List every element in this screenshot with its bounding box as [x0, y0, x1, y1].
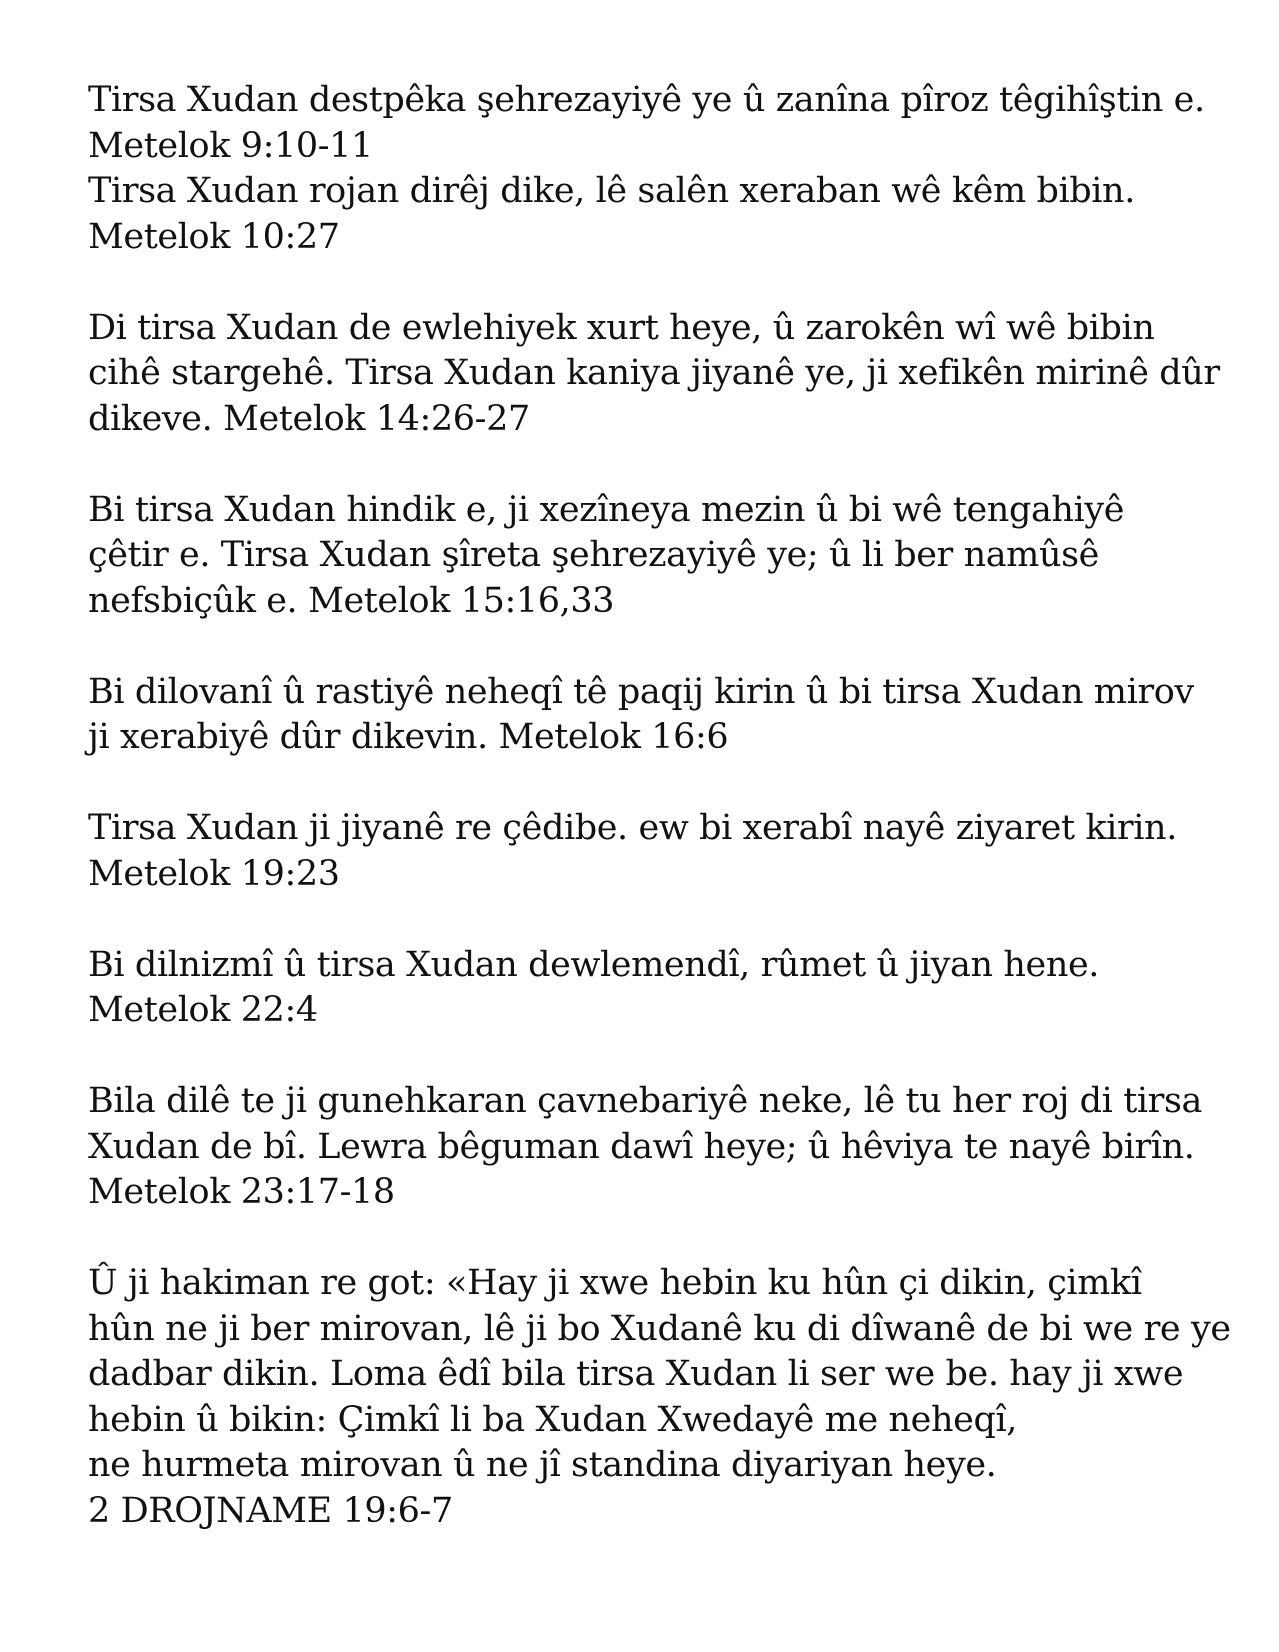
passage-4 — [88, 670, 1198, 761]
paragraph-gap — [88, 260, 1198, 306]
verse-reference: Metelok 10:27 — [88, 216, 340, 257]
verse-reference: Metelok 23:17-18 — [88, 1172, 395, 1212]
scripture-page — [88, 78, 1231, 1534]
paragraph-gap — [88, 761, 1198, 807]
verse-reference: Metelok 9:10-11 — [88, 125, 373, 166]
text-line: Tirsa Xudan ji jiyanê re çêdibe. ew bi xerabî nayê ziyaret kirin. — [88, 808, 1177, 848]
text-line: ji xerabiyê dûr dikevin. Metelok 16:6 — [88, 717, 729, 757]
paragraph-gap — [88, 1034, 1198, 1080]
text-line: Bila dilê te ji gunehkaran çavnebariyê neke, lê tu her roj di tirsa — [88, 1081, 1203, 1121]
text-line: Tirsa Xudan destpêka şehrezayiyê ye û zanîna pîroz têgihîştin e. — [88, 80, 1205, 120]
text-line: çêtir e. Tirsa Xudan şîreta şehrezayiyê ye; û li ber namûsê — [88, 535, 1099, 575]
text-line: Tirsa Xudan rojan dirêj dike, lê salên xeraban wê kêm bibin. — [88, 171, 1135, 211]
text-line: cihê stargehê. Tirsa Xudan kaniya jiyanê ye, ji xefikên mirinê dûr — [88, 353, 1220, 393]
paragraph-gap — [88, 442, 1198, 488]
text-line: Xudan de bî. Lewra bêguman dawî heye; û hêviya te nayê birîn. — [88, 1126, 1195, 1167]
paragraph-gap — [88, 624, 1198, 670]
text-line: Û ji hakiman re got: «Hay ji xwe hebin ku hûn çi dikin, çimkî — [88, 1263, 1142, 1303]
passage-5 — [88, 806, 1198, 897]
text-line: Bi tirsa Xudan hindik e, ji xezîneya mezin û bi wê tengahiyê — [88, 489, 1125, 530]
passage-1 — [88, 78, 1205, 260]
passage-7 — [88, 1079, 1203, 1216]
text-line: nefsbiçûk e. Metelok 15:16,33 — [88, 580, 615, 621]
text-line: hûn ne ji ber mirovan, lê ji bo Xudanê ku di dîwanê de bi we re ye — [88, 1308, 1231, 1349]
text-line: Di tirsa Xudan de ewlehiyek xurt heye, û zarokên wî wê bibin — [88, 307, 1155, 348]
paragraph-gap — [88, 897, 1198, 943]
passage-6 — [88, 943, 1198, 1034]
text-line: dikeve. Metelok 14:26-27 — [88, 398, 530, 439]
text-line: ne hurmeta mirovan û ne jî standina diyariyan heye. — [88, 1445, 997, 1485]
text-line: dadbar dikin. Loma êdî bila tirsa Xudan li ser we be. hay ji xwe — [88, 1354, 1184, 1394]
text-line: Bi dilovanî û rastiyê neheqî tê paqij kirin û bi tirsa Xudan mirov — [88, 671, 1194, 712]
paragraph-gap — [88, 1216, 1198, 1262]
verse-reference: 2 DROJNAME 19:6-7 — [88, 1490, 453, 1531]
passage-2 — [88, 306, 1220, 443]
text-line: hebin û bikin: Çimkî li ba Xudan Xwedayê me neheqî, — [88, 1399, 1017, 1440]
text-line: Bi dilnizmî û tirsa Xudan dewlemendî, rûmet û jiyan hene. — [88, 944, 1100, 985]
passage-8 — [88, 1261, 1231, 1534]
verse-reference: Metelok 22:4 — [88, 990, 318, 1030]
passage-3 — [88, 488, 1198, 625]
verse-reference: Metelok 19:23 — [88, 853, 340, 894]
